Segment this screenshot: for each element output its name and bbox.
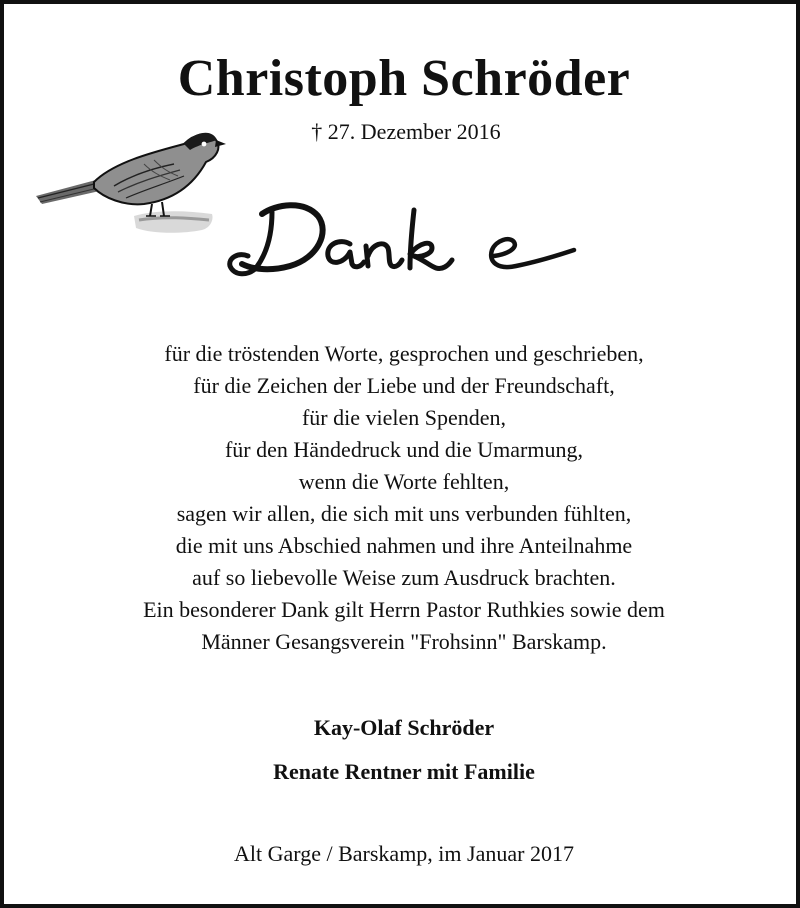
message-line: sagen wir allen, die sich mit uns verbunden fühlten, <box>176 501 632 526</box>
death-date: † 27. Dezember 2016 <box>311 119 501 144</box>
message-line: für die Zeichen der Liebe und der Freundschaft, <box>193 373 615 398</box>
message-line: für die vielen Spenden, <box>301 405 507 430</box>
message-line: wenn die Worte fehlten, <box>298 469 510 494</box>
danke-script-heading <box>226 192 581 287</box>
thank-you-message <box>4 338 800 658</box>
message-line: die mit uns Abschied nahmen und ihre Anteilnahme <box>175 533 633 558</box>
message-line: für den Händedruck und die Umarmung, <box>224 437 583 462</box>
place-and-date: Alt Garge / Barskamp, im Januar 2017 <box>234 841 574 866</box>
message-line: für die tröstenden Worte, gesprochen und geschrieben, <box>164 341 644 366</box>
signer-name: Kay-Olaf Schröder <box>313 715 495 740</box>
signer-name: Renate Rentner mit Familie <box>273 759 535 784</box>
message-line: auf so liebevolle Weise zum Ausdruck brachten. <box>192 565 616 590</box>
message-line: Ein besonderer Dank gilt Herrn Pastor Ruthkies sowie dem <box>143 597 665 622</box>
bird-sketch-icon <box>34 124 234 249</box>
deceased-name: Christoph Schröder <box>177 50 631 107</box>
message-line: Männer Gesangsverein "Frohsinn" Barskamp. <box>201 629 607 654</box>
